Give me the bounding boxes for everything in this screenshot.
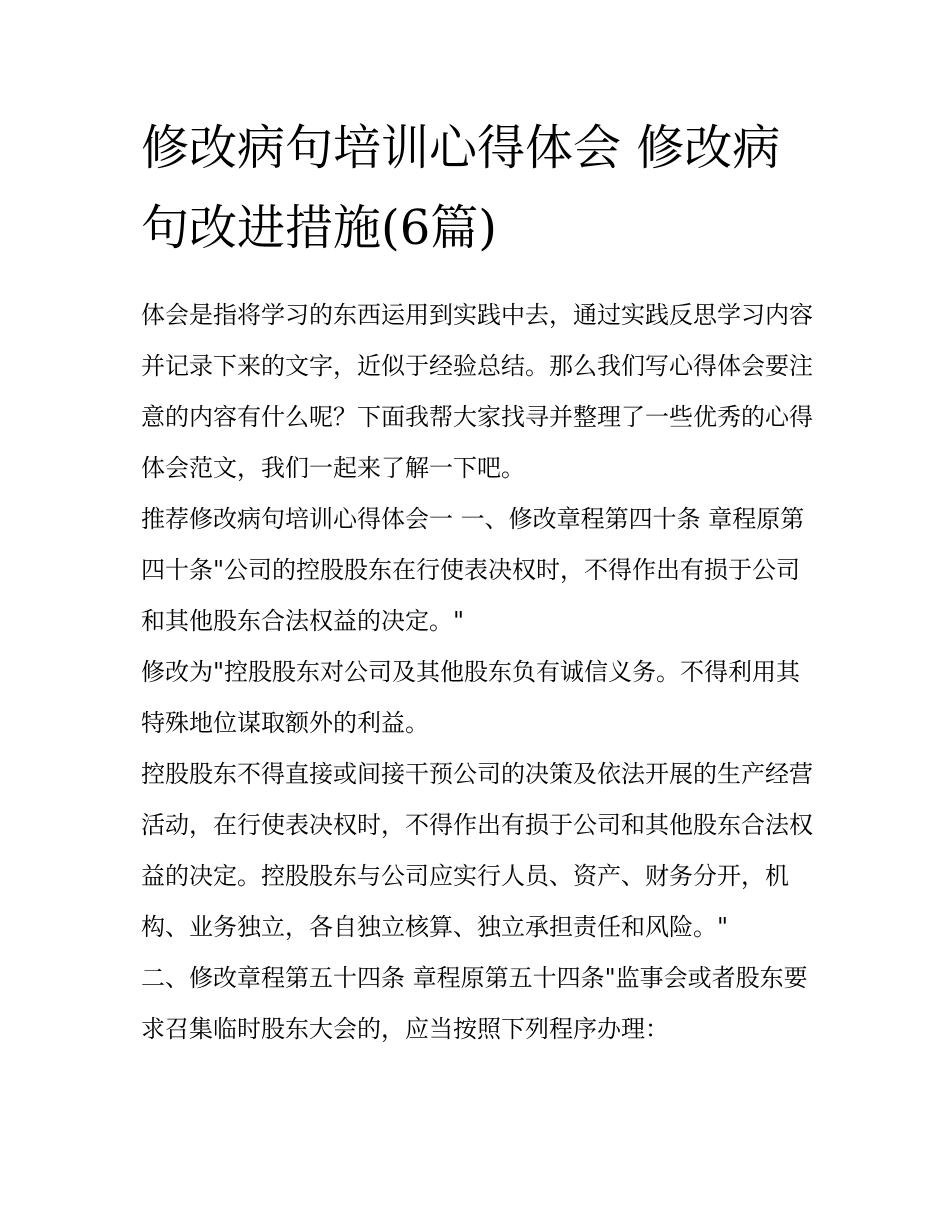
paragraph-revision-40: 修改为"控股股东对公司及其他股东负有诚信义务。不得利用其特殊地位谋取额外的利益。 xyxy=(141,658,801,737)
page-title: 修改病句培训心得体会 修改病句改进措施(6篇) xyxy=(141,120,781,256)
paragraph-article-54: 二、修改章程第五十四条 章程原第五十四条"监事会或者股东要求召集临时股东大会的，应当按照下列程序办理： xyxy=(141,964,808,1043)
paragraph-controlling-shareholder: 控股股东不得直接或间接干预公司的决策及依法开展的生产经营活动，在行使表决权时，不得作出有损于公司和其他股东合法权益的决定。控股股东与公司应实行人员、资产、财务分开，机构、业务独立，各自独立核算、独立承担责任和风险。" xyxy=(141,760,813,941)
paragraph-intro: 体会是指将学习的东西运用到实践中去，通过实践反思学习内容并记录下来的文字，近似于经验总结。那么我们写心得体会要注意的内容有什么呢？下面我帮大家找寻并整理了一些优秀的心得体会范文，我们一起来了解一下吧。 xyxy=(141,301,813,482)
paragraph-article-40: 推荐修改病句培训心得体会一 一、修改章程第四十条 章程原第四十条"公司的控股股东在行使表决权时，不得作出有损于公司和其他股东合法权益的决定。" xyxy=(141,505,805,635)
document-content xyxy=(141,108,817,1055)
